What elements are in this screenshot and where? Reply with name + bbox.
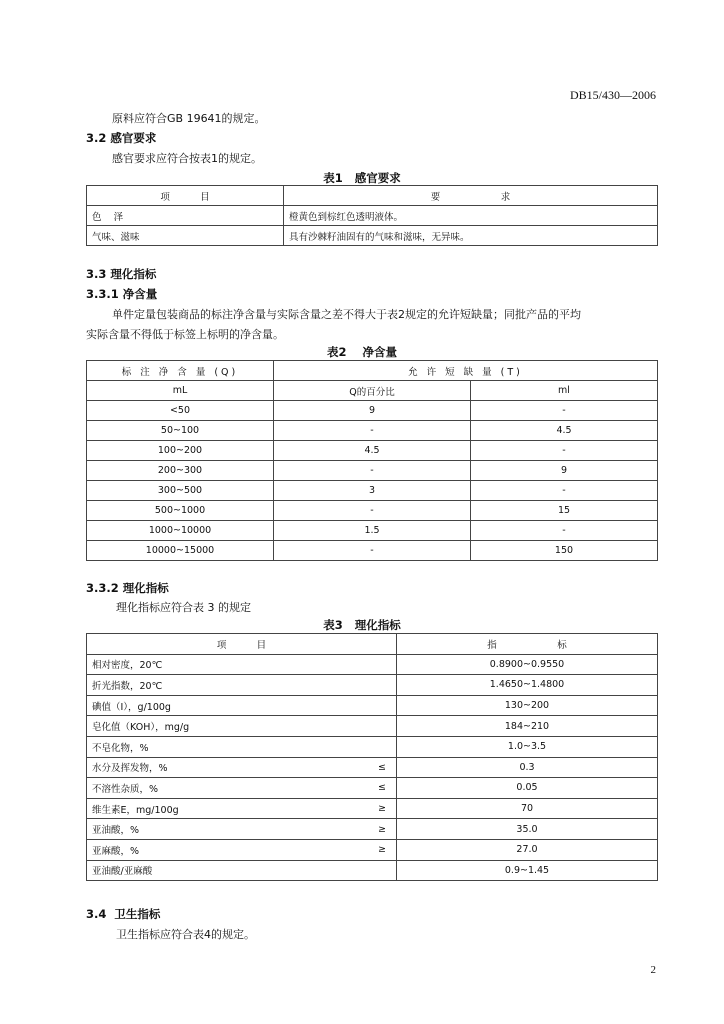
comparison-sign xyxy=(293,860,397,881)
table-cell: 1.0~3.5 xyxy=(397,736,658,757)
table-cell: 橙黄色到棕红色透明液体。 xyxy=(284,206,658,226)
table1-sensory xyxy=(86,185,658,246)
table-cell: 亚油酸/亚麻酸 xyxy=(87,860,294,881)
raw-material-note: 原料应符合GB 19641的规定。 xyxy=(112,112,266,125)
table-cell: - xyxy=(274,461,471,481)
document-number: DB15/430—2006 xyxy=(569,88,656,102)
table-row xyxy=(87,541,658,561)
table-cell: - xyxy=(274,501,471,521)
section-3-4-text: 卫生指标应符合表4的规定。 xyxy=(116,928,255,941)
column-header: 指 标 xyxy=(397,634,658,655)
section-3-2-heading: 3.2 感官要求 xyxy=(86,131,157,145)
table-cell: 1.5 xyxy=(274,521,471,541)
table1-caption: 表1 感官要求 xyxy=(323,171,401,185)
table-row xyxy=(87,757,658,778)
table2-caption: 表2 净含量 xyxy=(326,345,398,359)
table-header-row xyxy=(87,361,658,381)
table-cell: 50~100 xyxy=(87,421,274,441)
comparison-sign: ≥ xyxy=(293,819,397,840)
column-header: 要 求 xyxy=(284,186,658,206)
table-cell: 4.5 xyxy=(471,421,658,441)
table-cell: - xyxy=(471,481,658,501)
table-row xyxy=(87,716,658,737)
table-cell: 500~1000 xyxy=(87,501,274,521)
table-cell: 300~500 xyxy=(87,481,274,501)
table-cell: 150 xyxy=(471,541,658,561)
table-row xyxy=(87,819,658,840)
table-header-row xyxy=(87,381,658,401)
table-cell: 亚麻酸，% xyxy=(87,839,294,860)
table-row xyxy=(87,736,658,757)
column-header: 允 许 短 缺 量 (T) xyxy=(274,361,658,381)
table-cell: 具有沙棘籽油固有的气味和滋味，无异味。 xyxy=(284,226,658,246)
column-subheader: Q的百分比 xyxy=(274,381,471,401)
comparison-sign xyxy=(293,736,397,757)
comparison-sign: ≤ xyxy=(293,778,397,799)
table-cell: 维生素E，mg/100g xyxy=(87,798,294,819)
table-cell: - xyxy=(471,521,658,541)
table-cell: 0.9~1.45 xyxy=(397,860,658,881)
comparison-sign: ≥ xyxy=(293,798,397,819)
section-3-3-1-text-line2: 实际含量不得低于标签上标明的净含量。 xyxy=(86,328,284,341)
table-cell: 3 xyxy=(274,481,471,501)
table-row xyxy=(87,521,658,541)
section-3-3-2-text: 理化指标应符合表 3 的规定 xyxy=(116,601,251,614)
table-cell: 200~300 xyxy=(87,461,274,481)
comparison-sign: ≤ xyxy=(293,757,397,778)
section-3-3-1-heading: 3.3.1 净含量 xyxy=(86,287,158,301)
table-cell: 不溶性杂质，% xyxy=(87,778,294,799)
table-cell: 色 泽 xyxy=(87,206,284,226)
table-row xyxy=(87,798,658,819)
column-header: 项 目 xyxy=(87,634,397,655)
comparison-sign xyxy=(293,716,397,737)
table-header-row xyxy=(87,186,658,206)
table-cell: 不皂化物，% xyxy=(87,736,294,757)
table-cell: 100~200 xyxy=(87,441,274,461)
comparison-sign xyxy=(293,654,397,675)
table-row xyxy=(87,461,658,481)
table-row xyxy=(87,860,658,881)
table-cell: 130~200 xyxy=(397,695,658,716)
table-cell: 9 xyxy=(471,461,658,481)
table2-net-content xyxy=(86,360,658,561)
table-cell: 亚油酸，% xyxy=(87,819,294,840)
table-cell: 4.5 xyxy=(274,441,471,461)
table-cell: 15 xyxy=(471,501,658,521)
table3-caption: 表3 理化指标 xyxy=(323,618,401,632)
table-cell: 10000~15000 xyxy=(87,541,274,561)
table-row xyxy=(87,226,658,246)
section-3-2-text: 感官要求应符合按表1的规定。 xyxy=(112,152,262,165)
table-row xyxy=(87,401,658,421)
table-row xyxy=(87,481,658,501)
table-cell: - xyxy=(274,541,471,561)
comparison-sign xyxy=(293,695,397,716)
table-header-row xyxy=(87,634,658,655)
table-cell: 70 xyxy=(397,798,658,819)
page-number: 2 xyxy=(650,964,656,976)
table-row xyxy=(87,654,658,675)
table-cell: <50 xyxy=(87,401,274,421)
table-row xyxy=(87,421,658,441)
section-3-3-heading: 3.3 理化指标 xyxy=(86,267,157,281)
table-cell: 35.0 xyxy=(397,819,658,840)
table-cell: 0.3 xyxy=(397,757,658,778)
table-cell: 1.4650~1.4800 xyxy=(397,675,658,696)
column-subheader: mL xyxy=(87,381,274,401)
table-cell: 0.8900~0.9550 xyxy=(397,654,658,675)
section-3-4-heading: 3.4 卫生指标 xyxy=(86,907,161,921)
table-row xyxy=(87,778,658,799)
section-3-3-2-heading: 3.3.2 理化指标 xyxy=(86,581,169,595)
table-row xyxy=(87,501,658,521)
table-cell: 相对密度，20℃ xyxy=(87,654,294,675)
table-row xyxy=(87,839,658,860)
table-cell: 0.05 xyxy=(397,778,658,799)
comparison-sign xyxy=(293,675,397,696)
column-header: 项 目 xyxy=(87,186,284,206)
column-subheader: ml xyxy=(471,381,658,401)
column-header: 标 注 净 含 量 (Q) xyxy=(87,361,274,381)
table-row xyxy=(87,695,658,716)
table-cell: 184~210 xyxy=(397,716,658,737)
table-row xyxy=(87,441,658,461)
table-cell: 折光指数，20℃ xyxy=(87,675,294,696)
table3-physicochemical xyxy=(86,633,658,881)
table-cell: 碘值（I），g/100g xyxy=(87,695,294,716)
table-row xyxy=(87,206,658,226)
table-cell: 水分及挥发物，% xyxy=(87,757,294,778)
table-cell: 1000~10000 xyxy=(87,521,274,541)
table-row xyxy=(87,675,658,696)
table-cell: 27.0 xyxy=(397,839,658,860)
table-cell: - xyxy=(471,401,658,421)
table-cell: 9 xyxy=(274,401,471,421)
table-cell: - xyxy=(274,421,471,441)
table-cell: 皂化值（KOH），mg/g xyxy=(87,716,294,737)
table-cell: - xyxy=(471,441,658,461)
comparison-sign: ≥ xyxy=(293,839,397,860)
table-cell: 气味、滋味 xyxy=(87,226,284,246)
section-3-3-1-text-line1: 单件定量包装商品的标注净含量与实际含量之差不得大于表2规定的允许短缺量；同批产品的平均 xyxy=(112,308,581,321)
